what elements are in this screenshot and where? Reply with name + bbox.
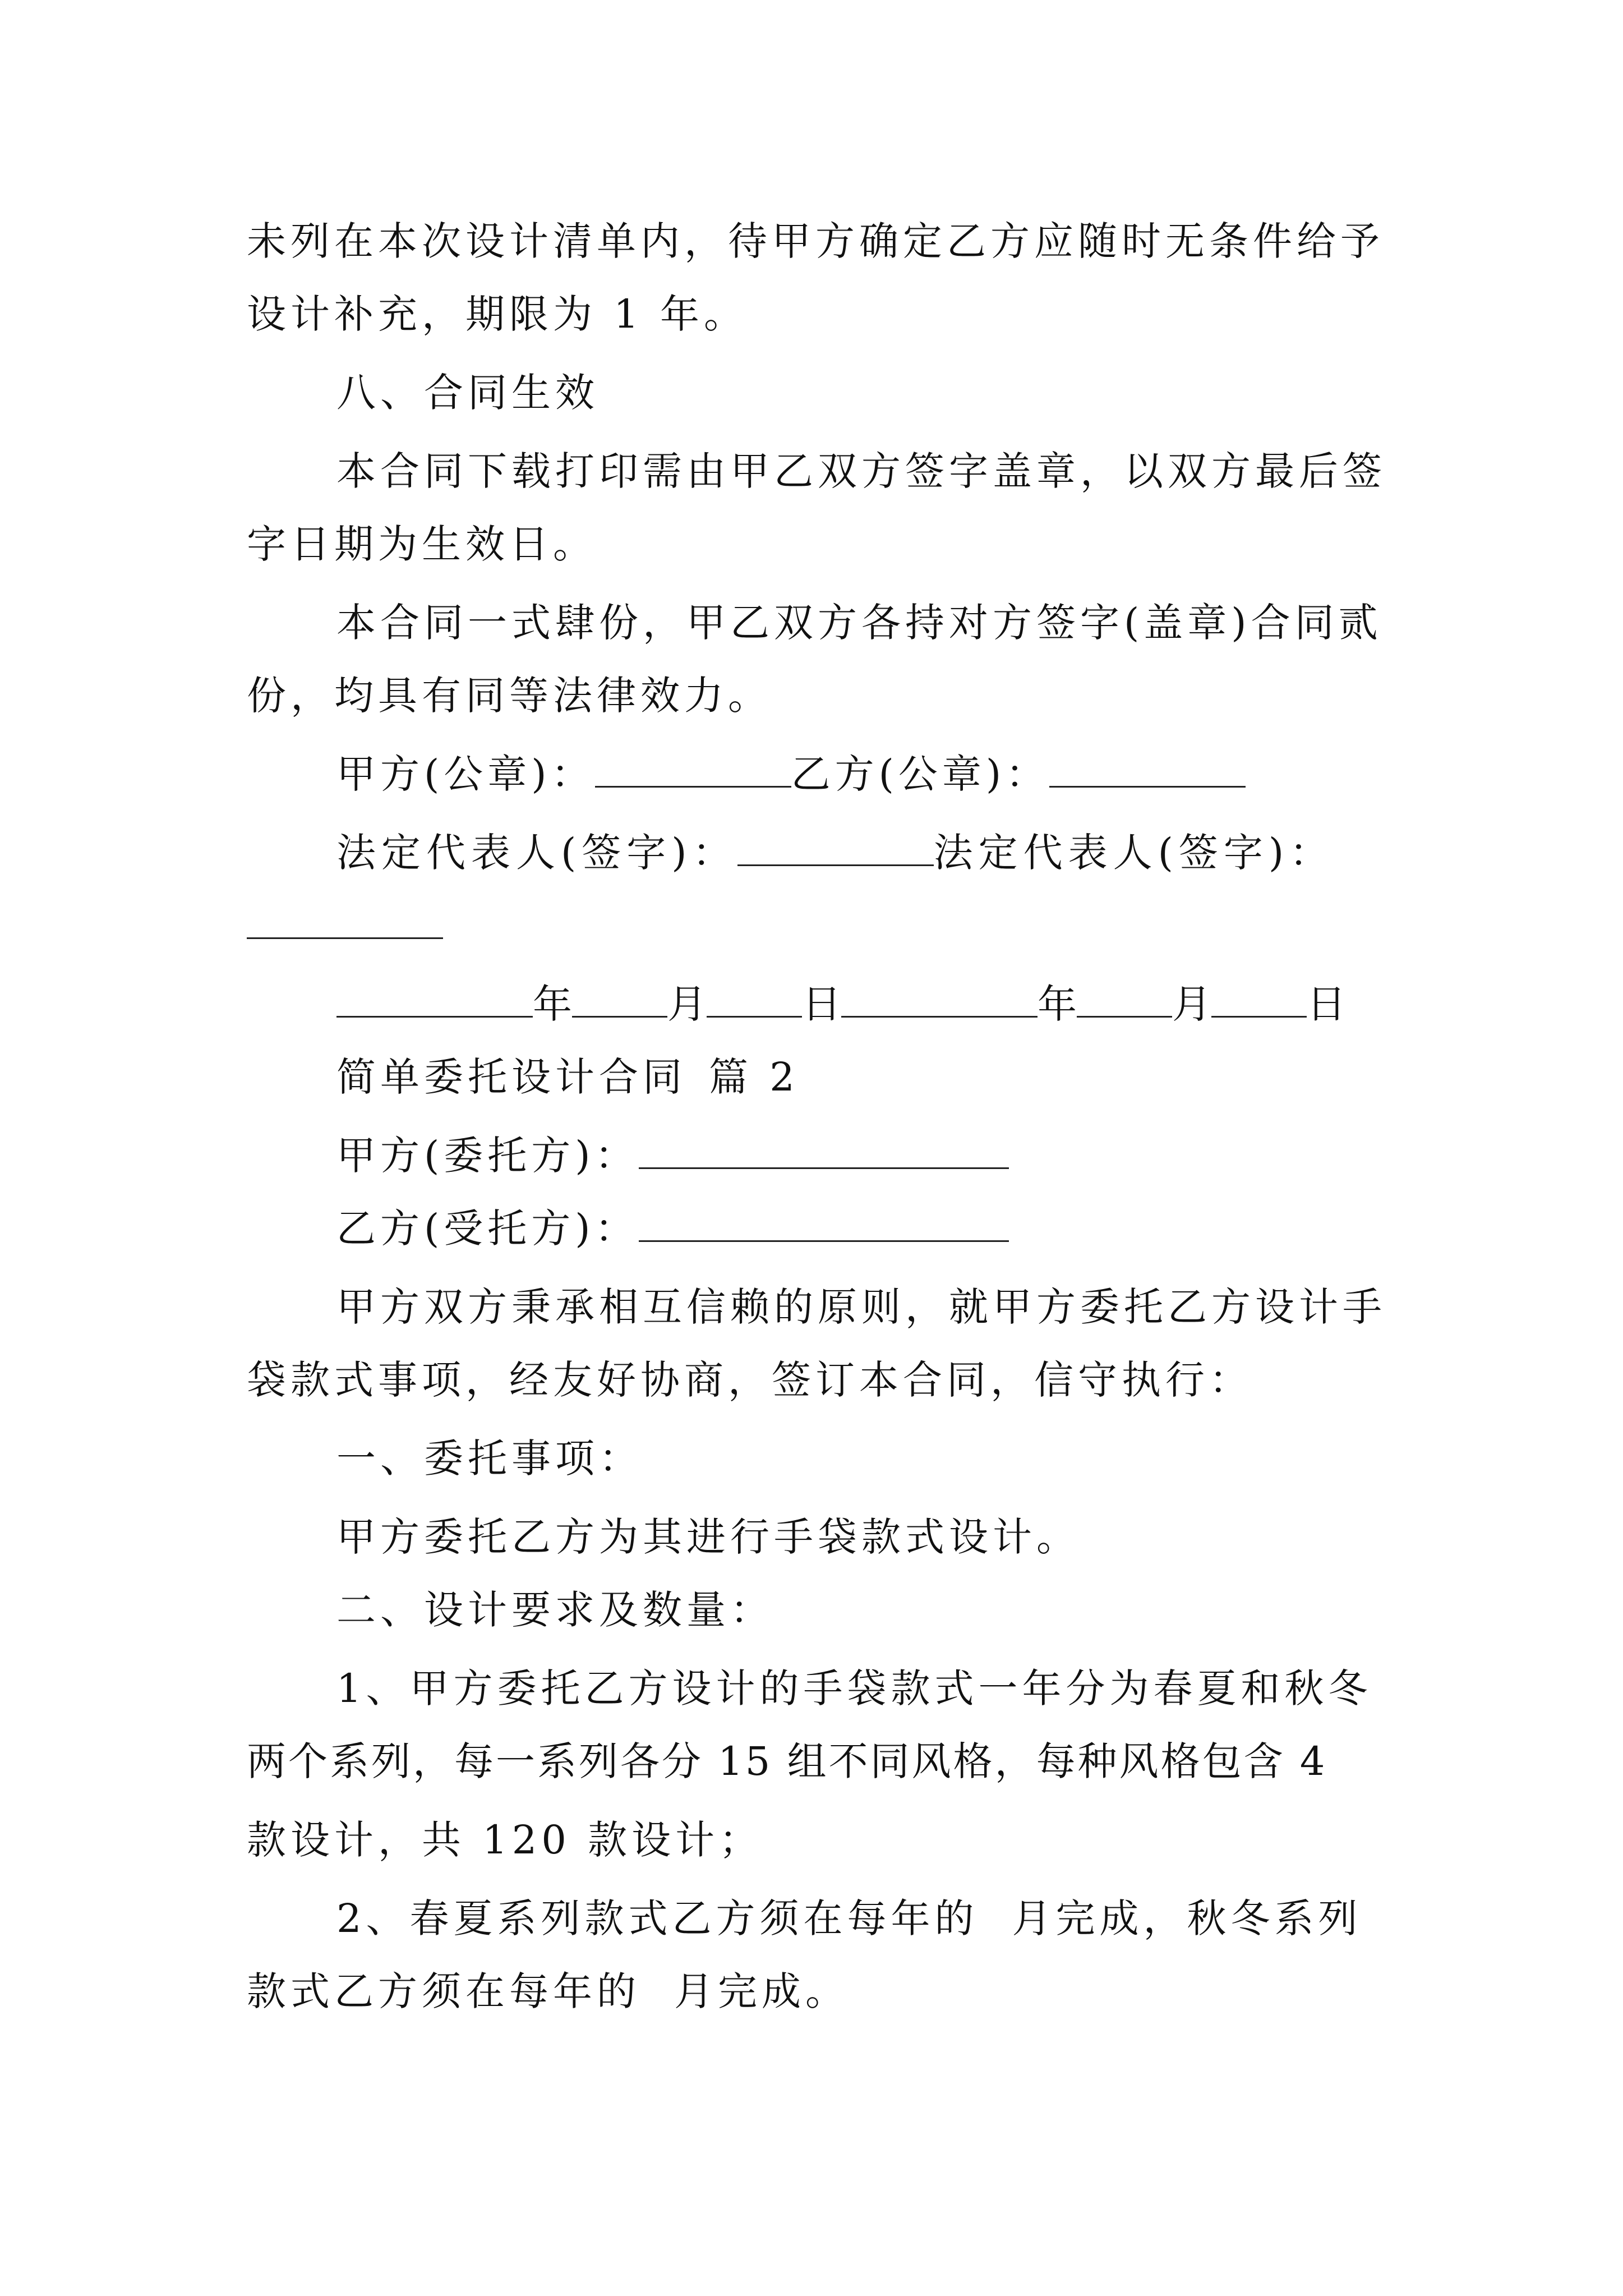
paragraph-line: 袋款式事项，经友好协商，签订本合同，信守执行： (247, 1357, 1253, 1403)
spring-summer-text: 2、春夏系列款式乙方须在每年的 (336, 1895, 979, 1941)
section-title-text: 简单委托设计合同 (336, 1054, 686, 1100)
seal-row (336, 746, 1385, 802)
month-label: 月 (667, 981, 707, 1027)
paragraph-line: 本合同一式肆份，甲乙双方各持对方签字(盖章)合同贰 (336, 600, 1382, 646)
party-a-blank (639, 1128, 1009, 1169)
party-b-seal-blank (1049, 747, 1246, 788)
date-b-day-blank (1211, 977, 1307, 1018)
party-b-seal-label: 乙方(公章)： (791, 751, 1050, 797)
paragraph-line: 甲方委托乙方为其进行手袋款式设计。 (336, 1514, 1080, 1560)
date-a-day-blank (707, 977, 802, 1018)
party-b-row (336, 1200, 1385, 1257)
paragraph-line: 1、甲方委托乙方设计的手袋款式一年分为春夏和秋冬 (336, 1665, 1372, 1711)
paragraph-line: 份，均具有同等法律效力。 (247, 673, 772, 719)
date-a-month-blank (572, 977, 667, 1018)
rep-b-blank (247, 898, 443, 939)
date-row (336, 976, 1385, 1032)
party-a-seal-blank (595, 747, 791, 788)
date-b-month-blank (1077, 977, 1172, 1018)
paragraph-line: 未列在本次设计清单内，待甲方确定乙方应随时无条件给予 (247, 218, 1384, 264)
party-a-row (336, 1128, 1385, 1184)
party-a-label: 甲方(委托方)： (336, 1133, 639, 1179)
paragraph-line: 两个系列，每一系列各分 15 组不同风格，每种风格包含 4 (247, 1738, 1327, 1784)
section-heading: 一、委托事项： (336, 1435, 643, 1481)
spring-summer-text-end: 月完成，秋冬系列 (1012, 1895, 1362, 1941)
paragraph-line: 本合同下载打印需由甲乙双方签字盖章，以双方最后签 (336, 448, 1386, 494)
party-b-blank (639, 1201, 1009, 1242)
section-title (336, 1049, 1385, 1105)
autumn-winter-text: 款式乙方须在每年的 (247, 1968, 640, 2014)
paragraph-line: 设计补充，期限为 1 年。 (247, 291, 748, 337)
rep-a-blank (737, 825, 934, 866)
paragraph-line: 字日期为生效日。 (247, 521, 597, 567)
rep-b-blank-line (247, 898, 1385, 954)
month-label: 月 (1172, 981, 1211, 1027)
paragraph-line: 款设计，共 120 款设计； (247, 1817, 763, 1863)
section-part: 篇 2 (709, 1054, 799, 1100)
section-heading: 二、设计要求及数量： (336, 1587, 774, 1633)
date-b-year-blank (841, 977, 1038, 1018)
day-label: 日 (802, 981, 841, 1027)
year-label: 年 (533, 981, 572, 1027)
rep-a-label: 法定代表人(签字)： (336, 830, 737, 876)
section-heading: 八、合同生效 (336, 370, 599, 416)
year-label: 年 (1038, 981, 1077, 1027)
paragraph-line (336, 1890, 1385, 1947)
day-label: 日 (1307, 981, 1346, 1027)
party-b-label: 乙方(受托方)： (336, 1205, 639, 1251)
rep-b-label: 法定代表人(签字)： (933, 830, 1335, 876)
autumn-winter-text-end: 月完成。 (674, 1968, 849, 2014)
paragraph-line (247, 1963, 1385, 2019)
paragraph-line: 甲方双方秉承相互信赖的原则，就甲方委托乙方设计手 (336, 1284, 1386, 1330)
party-a-seal-label: 甲方(公章)： (336, 751, 595, 797)
date-a-year-blank (336, 977, 533, 1018)
representative-row (336, 825, 1385, 881)
